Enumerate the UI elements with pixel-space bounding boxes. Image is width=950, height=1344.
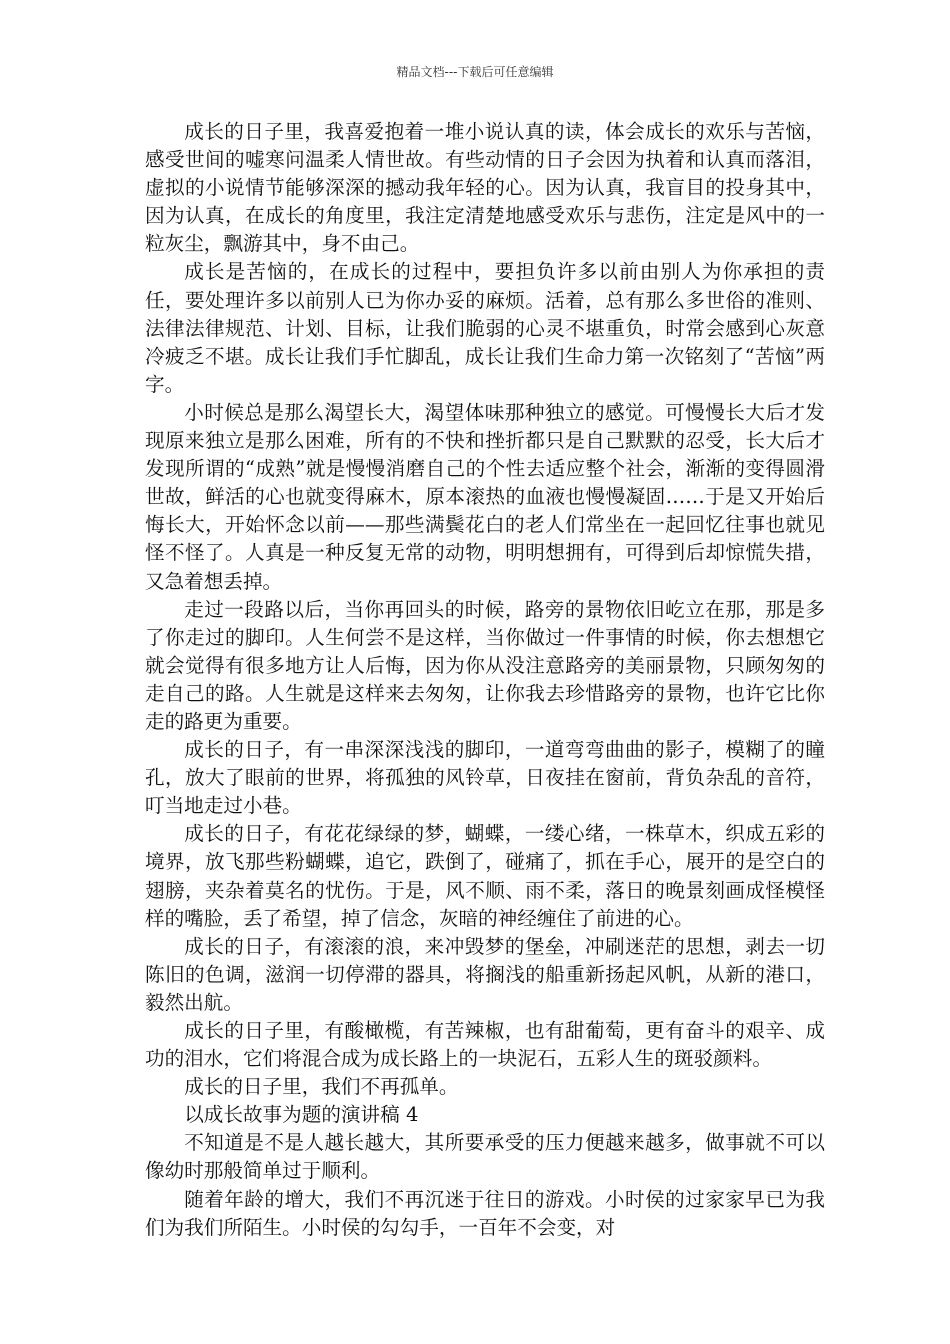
paragraph: 成长的日子里，有酸橄榄，有苦辣椒，也有甜葡萄，更有奋斗的艰辛、成功的泪水，它们将混合成为成长路上的一块泥石，五彩人生的斑驳颜料。 <box>145 1019 825 1071</box>
paragraph: 走过一段路以后，当你再回头的时候，路旁的景物依旧屹立在那，那是多了你走过的脚印。人生何尝不是这样，当你做过一件事情的时候，你去想想它就会觉得有很多地方让人后悔，因为你从没注意路旁的美丽景物，只顾匆匆的走自己的路。人生就是这样来去匆匆，让你我去珍惜路旁的景物，也许它比你走的路更为重要。 <box>145 597 825 733</box>
paragraph: 成长的日子，有滚滚的浪，来冲毁梦的堡垒，冲刷迷茫的思想，剥去一切陈旧的色调，滋润一切停滞的器具，将搁浅的船重新扬起风帆，从新的港口，毅然出航。 <box>145 934 825 1014</box>
paragraph: 成长的日子里，我喜爱抱着一堆小说认真的读，体会成长的欢乐与苦恼，感受世间的嘘寒问温柔人情世故。有些动情的日子会因为执着和认真而落泪，虚拟的小说情节能够深深的撼动我年轻的心。因为认真，我盲目的投身其中，因为认真，在成长的角度里，我注定清楚地感受欢乐与悲伤，注定是风中的一粒灰尘，飘游其中，身不由己。 <box>145 120 825 256</box>
document-body <box>145 118 825 1242</box>
paragraph: 不知道是不是人越长越大，其所要承受的压力便越来越多，做事就不可以像幼时那般简单过于顺利。 <box>145 1131 825 1183</box>
paragraph: 成长的日子，有一串深深浅浅的脚印，一道弯弯曲曲的影子，模糊了的瞳孔，放大了眼前的世界，将孤独的风铃草，日夜挂在窗前，背负杂乱的音符，叮当地走过小巷。 <box>145 738 825 818</box>
paragraph: 成长是苦恼的，在成长的过程中，要担负许多以前由别人为你承担的责任，要处理许多以前别人已为你办妥的麻烦。活着，总有那么多世俗的准则、法律法律规范、计划、目标，让我们脆弱的心灵不堪重负，时常会感到心灰意冷疲乏不堪。成长让我们手忙脚乱，成长让我们生命力第一次铭刻了“苦恼”两字。 <box>145 260 825 396</box>
paragraph: 小时候总是那么渴望长大，渴望体味那种独立的感觉。可慢慢长大后才发现原来独立是那么困难，所有的不快和挫折都只是自己默默的忍受，长大后才发现所谓的“成熟”就是慢慢消磨自己的个性去适应整个社会，渐渐的变得圆滑世故，鲜活的心也就变得麻木，原本滚热的血液也慢慢凝固……于是又开始后悔长大，开始怀念以前——那些满鬓花白的老人们常坐在一起回忆往事也就见怪不怪了。人真是一种反复无常的动物，明明想拥有，可得到后却惊慌失措，又急着想丢掉。 <box>145 400 825 593</box>
section-title: 以成长故事为题的演讲稿 4 <box>184 1103 419 1127</box>
paragraph: 随着年龄的增大，我们不再沉迷于往日的游戏。小时侯的过家家早已为我们为我们所陌生。小时侯的勾勾手，一百年不会变，对 <box>145 1187 825 1239</box>
paragraph: 成长的日子，有花花绿绿的梦，蝴蝶，一缕心绪，一株草木，织成五彩的境界，放飞那些粉蝴蝶，追它，跌倒了，碰痛了，抓在手心，展开的是空白的翅膀，夹杂着莫名的忧伤。于是，风不顺、雨不柔，落日的晚景刻画成怪模怪样的嘴脸，丢了希望，掉了信念，灰暗的神经缠住了前进的心。 <box>145 822 825 930</box>
paragraph: 成长的日子里，我们不再孤单。 <box>184 1075 459 1099</box>
page-header: 精品文档---下载后可任意编辑 <box>396 65 554 79</box>
